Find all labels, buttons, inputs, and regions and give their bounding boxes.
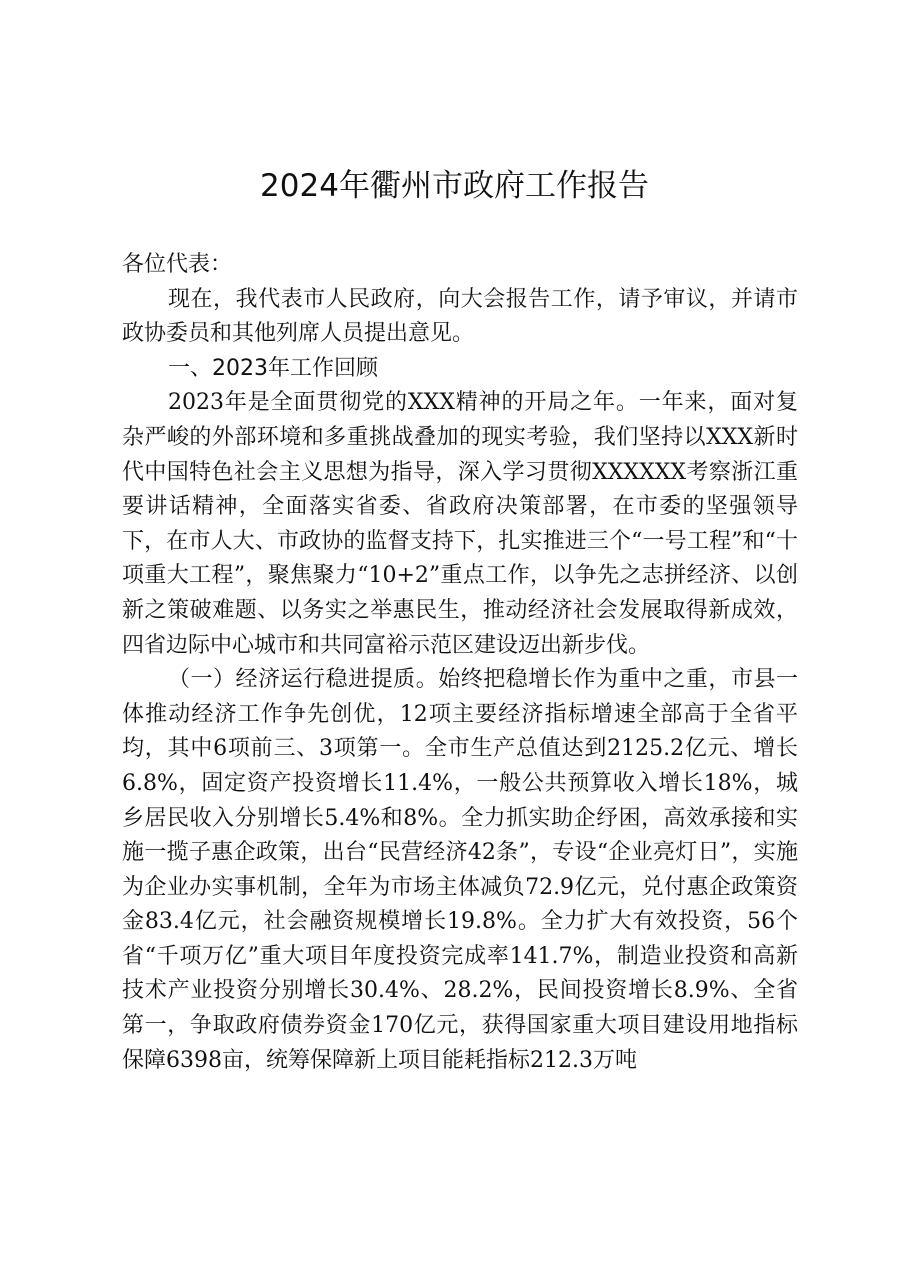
paragraph-review: 2023年是全面贯彻党的XXX精神的开局之年。一年来，面对复杂严峻的外部环境和多重挑战叠加的现实考验，我们坚持以XXX新时代中国特色社会主义思想为指导，深入学习贯彻XXXXXX考察浙江重要讲话精神，全面落实省委、省政府决策部署，在市委的坚强领导下，在市人大、市政协的监督支持下，扎实推进三个“一号工程”和“十项重大工程”，聚焦聚力“10+2”重点工作，以争先之志拼经济、以创新之策破难题、以务实之举惠民生，推动经济社会发展取得新成效，四省边际中心城市和共同富裕示范区建设迈出新步伐。 bbox=[122, 390, 798, 658]
document-title: 2024年衢州市政府工作报告 bbox=[260, 168, 649, 204]
paragraph-economy bbox=[122, 663, 798, 1078]
paragraph-economy-text: 始终把稳增长作为重中之重，市县一体推动经济工作争先创优，12项主要经济指标增速全部高于全省平均，其中6项前三、3项第一。全市生产总值达到2125.2亿元、增长6.8%，固定资产投资增长11.4%，一般公共预算收入增长18%，城乡居民收入分别增长5.4%和8%。全力抓实助企纾困，高效承接和实施一揽子惠企政策，出台“民营经济42条”，专设“企业亮灯日”，实施为企业办实事机制，全年为市场主体减负72.9亿元，兑付惠企政策资金83.4亿元，社会融资规模增长19.8%。全力扩大有效投资，56个省“千项万亿”重大项目年度投资完成率141.7%，制造业投资和高新技术产业投资分别增长30.4%、28.2%，民间投资增长8.9%、全省第一，争取政府债券资金170亿元，获得国家重大项目建设用地指标保障6398亩，统筹保障新上项目能耗指标212.3万吨 bbox=[122, 667, 798, 1073]
section-heading: 一、2023年工作回顾 bbox=[168, 355, 378, 381]
salutation: 各位代表： bbox=[122, 252, 233, 277]
subsection-heading: （一）经济运行稳进提质。 bbox=[168, 667, 439, 693]
document-body bbox=[122, 248, 798, 1078]
intro-paragraph: 现在，我代表市人民政府，向大会报告工作，请予审议，并请市政协委员和其他列席人员提出意见。 bbox=[122, 286, 798, 347]
